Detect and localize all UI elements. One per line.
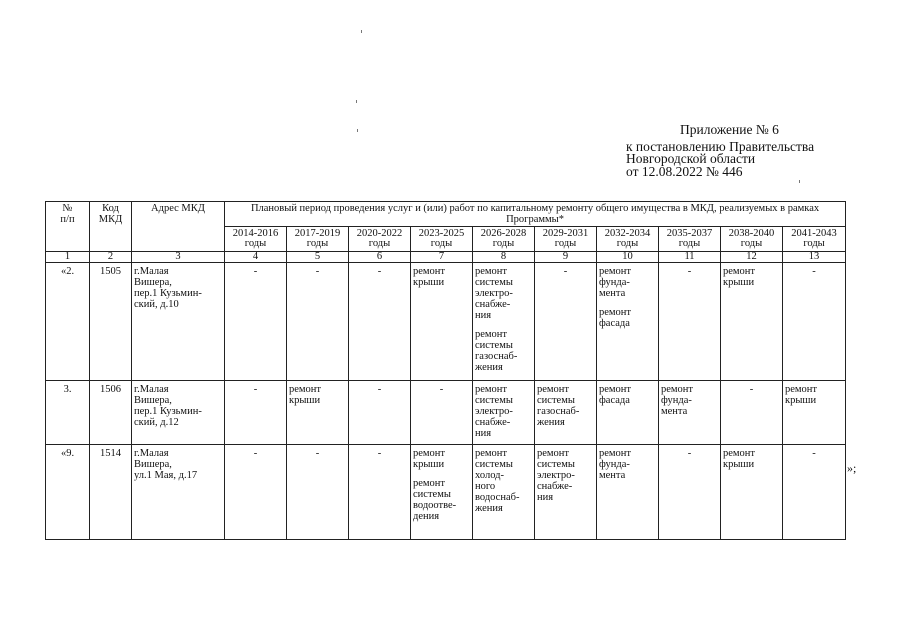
work-cell <box>783 381 846 445</box>
resolution-line-3: от 12.08.2022 № 446 <box>626 164 743 179</box>
column-number: 11 <box>659 252 721 263</box>
period-header: 2017-2019 годы <box>287 227 349 252</box>
work-cell <box>597 445 659 540</box>
period-header: 2041-2043 годы <box>783 227 846 252</box>
work-cell: - <box>287 263 349 381</box>
work-cell: - <box>225 381 287 445</box>
work-cell <box>535 445 597 540</box>
work-item: ремонт системы электро- снабже- ния <box>537 448 575 503</box>
mkd-address: г.Малая Вишера, ул.1 Мая, д.17 <box>132 445 225 540</box>
column-number: 1 <box>46 252 90 263</box>
work-cell <box>597 263 659 381</box>
work-cell: - <box>287 445 349 540</box>
row-number: «9. <box>46 445 90 540</box>
period-header: 2026-2028 годы <box>473 227 535 252</box>
appendix-title: Приложение № 6 <box>680 122 779 137</box>
closing-quote: »; <box>847 461 857 475</box>
work-cell: - <box>349 445 411 540</box>
mkd-code: 1505 <box>90 263 132 381</box>
work-cell <box>473 445 535 540</box>
work-item: ремонт крыши <box>723 448 756 470</box>
column-number-row <box>46 252 846 263</box>
work-cell <box>721 445 783 540</box>
work-item: ремонт фасада <box>599 384 632 406</box>
work-item: ремонт фасада <box>599 307 632 329</box>
work-cell: - <box>411 381 473 445</box>
work-cell <box>721 263 783 381</box>
column-number: 2 <box>90 252 132 263</box>
work-cell: - <box>225 445 287 540</box>
work-item: ремонт крыши <box>413 266 446 288</box>
column-number: 4 <box>225 252 287 263</box>
work-cell: - <box>659 445 721 540</box>
work-cell <box>597 381 659 445</box>
work-cell: - <box>783 445 846 540</box>
col-header-address: Адрес МКД <box>132 202 225 252</box>
work-cell <box>659 381 721 445</box>
row-number: 3. <box>46 381 90 445</box>
column-number: 6 <box>349 252 411 263</box>
work-item: ремонт крыши <box>413 448 446 470</box>
scan-speck <box>361 30 362 33</box>
col-header-code: Код МКД <box>90 202 132 252</box>
resolution-line-1: к постановлению Правительства <box>626 139 815 154</box>
work-item: ремонт фунда- мента <box>599 266 632 299</box>
column-number: 5 <box>287 252 349 263</box>
column-number: 9 <box>535 252 597 263</box>
work-cell: - <box>349 381 411 445</box>
period-header: 2029-2031 годы <box>535 227 597 252</box>
work-cell <box>287 381 349 445</box>
period-header: 2035-2037 годы <box>659 227 721 252</box>
table-row <box>46 381 846 445</box>
period-header: 2023-2025 годы <box>411 227 473 252</box>
mkd-code: 1506 <box>90 381 132 445</box>
column-number: 12 <box>721 252 783 263</box>
col-header-plan-period: Плановый период проведения услуг и (или) работ по капитальному ремонту общего имущества в МКД, реализуемых в рамках Программы* <box>225 202 846 227</box>
work-item: ремонт крыши <box>289 384 322 406</box>
table-row <box>46 445 846 540</box>
work-cell: - <box>783 263 846 381</box>
column-number: 10 <box>597 252 659 263</box>
work-item: ремонт фунда- мента <box>599 448 632 481</box>
work-item: ремонт системы электро- снабже- ния <box>475 266 513 321</box>
work-cell: - <box>721 381 783 445</box>
work-cell <box>473 263 535 381</box>
column-number: 3 <box>132 252 225 263</box>
work-item: ремонт системы холод- ного водоснаб- жения <box>475 448 520 514</box>
capital-repair-table <box>45 201 846 540</box>
mkd-address: г.Малая Вишера, пер.1 Кузьмин- ский, д.10 <box>132 263 225 381</box>
col-header-num: № п/п <box>46 202 90 252</box>
work-cell: - <box>225 263 287 381</box>
work-cell: - <box>535 263 597 381</box>
mkd-address: г.Малая Вишера, пер.1 Кузьмин- ский, д.12 <box>132 381 225 445</box>
work-cell <box>535 381 597 445</box>
column-number: 8 <box>473 252 535 263</box>
period-header: 2032-2034 годы <box>597 227 659 252</box>
mkd-code: 1514 <box>90 445 132 540</box>
work-cell: - <box>659 263 721 381</box>
column-number: 7 <box>411 252 473 263</box>
period-header: 2014-2016 годы <box>225 227 287 252</box>
scan-speck <box>356 100 357 103</box>
work-item: ремонт системы электро- снабже- ния <box>475 384 513 439</box>
scan-speck <box>799 180 800 183</box>
table-row <box>46 263 846 381</box>
table-header-row <box>46 202 846 227</box>
period-header: 2038-2040 годы <box>721 227 783 252</box>
work-cell: - <box>349 263 411 381</box>
work-cell <box>473 381 535 445</box>
work-item: ремонт системы газоснаб- жения <box>475 329 518 373</box>
work-item: ремонт крыши <box>785 384 818 406</box>
work-item: ремонт системы газоснаб- жения <box>537 384 580 428</box>
row-number: «2. <box>46 263 90 381</box>
period-header: 2020-2022 годы <box>349 227 411 252</box>
work-cell <box>411 263 473 381</box>
work-cell <box>411 445 473 540</box>
resolution-line-2: Новгородской области <box>626 151 756 166</box>
work-item: ремонт крыши <box>723 266 756 288</box>
column-number: 13 <box>783 252 846 263</box>
work-item: ремонт системы водоотве- дения <box>413 478 457 522</box>
scan-speck <box>357 129 358 132</box>
work-item: ремонт фунда- мента <box>661 384 694 417</box>
